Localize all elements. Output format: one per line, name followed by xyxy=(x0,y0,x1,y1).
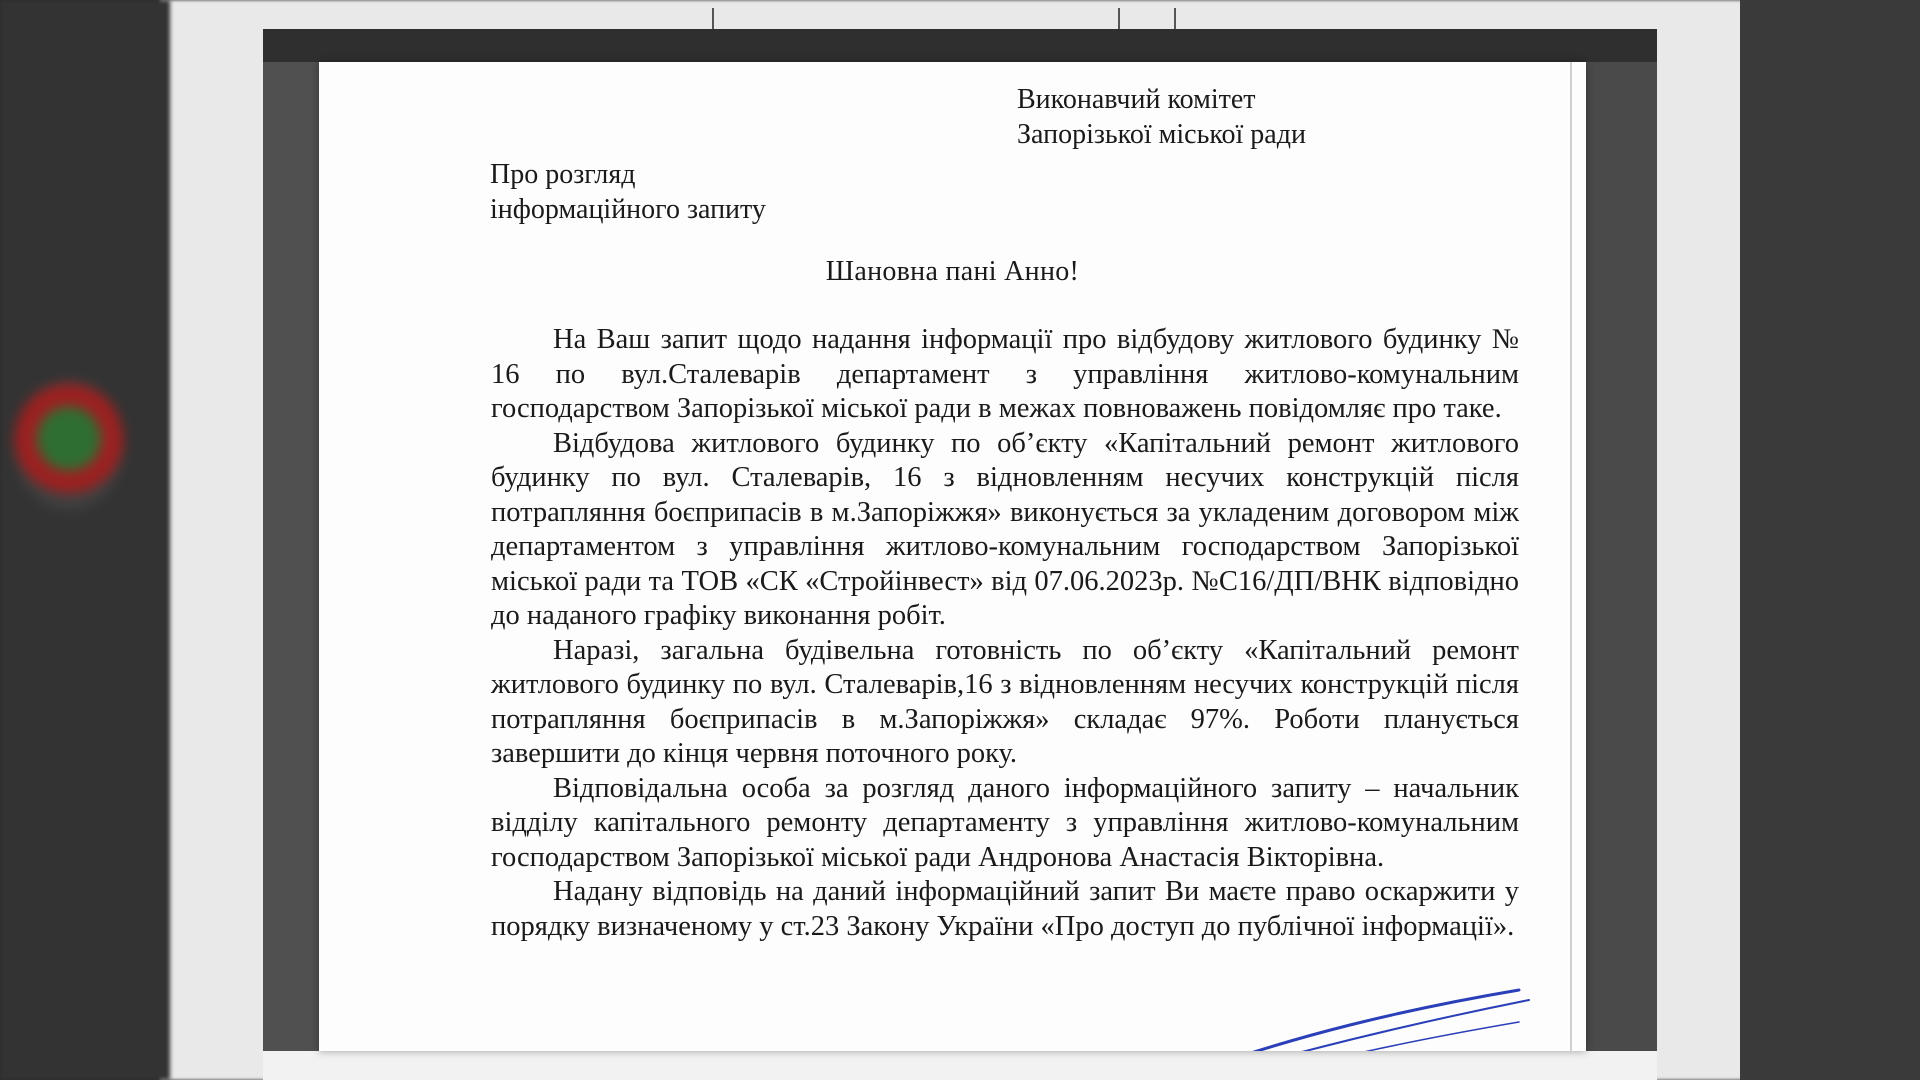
background-city-logo xyxy=(14,380,124,510)
addressee-line: Виконавчий комітет xyxy=(1017,84,1256,115)
underlying-page-strip xyxy=(263,62,319,1051)
addressee-block xyxy=(1017,82,1306,152)
handwritten-signature xyxy=(1219,982,1549,1051)
body-paragraph: Надану відповідь на даний інформаційний запит Ви маєте право оскаржити у порядку визначеному у ст.23 Закону України «Про доступ до публічної інформації». xyxy=(491,876,1519,942)
page-edge xyxy=(1570,62,1572,1051)
subject-line: інформаційного запиту xyxy=(490,194,766,225)
subject-block xyxy=(490,157,766,227)
subject-line: Про розгляд xyxy=(490,159,636,190)
letter-page xyxy=(319,62,1586,1051)
body-paragraph: На Ваш запит щодо надання інформації про відбудову житлового будинку № 16 по вул.Сталеварів департамент з управління житлово-комунальним господарством Запорізької міської ради в межах повноважень повідомляє про таке. xyxy=(491,324,1519,424)
viewer-bottom-strip xyxy=(263,1051,1657,1080)
viewer-toolbar xyxy=(263,29,1657,62)
background-left-panel xyxy=(0,0,170,1080)
salutation: Шановна пані Анно! xyxy=(825,256,1080,287)
body-paragraph: Наразі, загальна будівельна готовність по об’єкту «Капітальний ремонт житлового будинку по вул. Сталеварів,16 з відновленням несучих конструкцій після потрапляння боєприпасів в м.Запоріжжя» складає 97%. Роботи планується завершити до кінця червня поточного року. xyxy=(491,634,1519,769)
addressee-line: Запорізької міської ради xyxy=(1017,119,1306,150)
letter-body xyxy=(491,323,1519,944)
background-right-panel xyxy=(1740,0,1920,1080)
body-paragraph: Відповідальна особа за розгляд даного інформаційного запиту – начальник відділу капітального ремонту департаменту з управління житлово-комунальним господарством Запорізької міської ради Андронова Анастасія Вікторівна. xyxy=(491,772,1519,873)
viewer-right-margin xyxy=(1586,62,1657,1051)
body-paragraph: Відбудова житлового будинку по об’єкту «Капітальний ремонт житлового будинку по вул. Сталеварів, 16 з відновленням несучих конструкцій після потрапляння боєприпасів в м.Запоріжжя» виконується за укладеним договором між департаментом з управління житлово-комунальним господарством Запорізької міської ради та ТОВ «СК «Стройінвест» від 07.06.2023р. №С16/ДП/ВНК відповідно до наданого графіку виконання робіт. xyxy=(491,427,1519,631)
